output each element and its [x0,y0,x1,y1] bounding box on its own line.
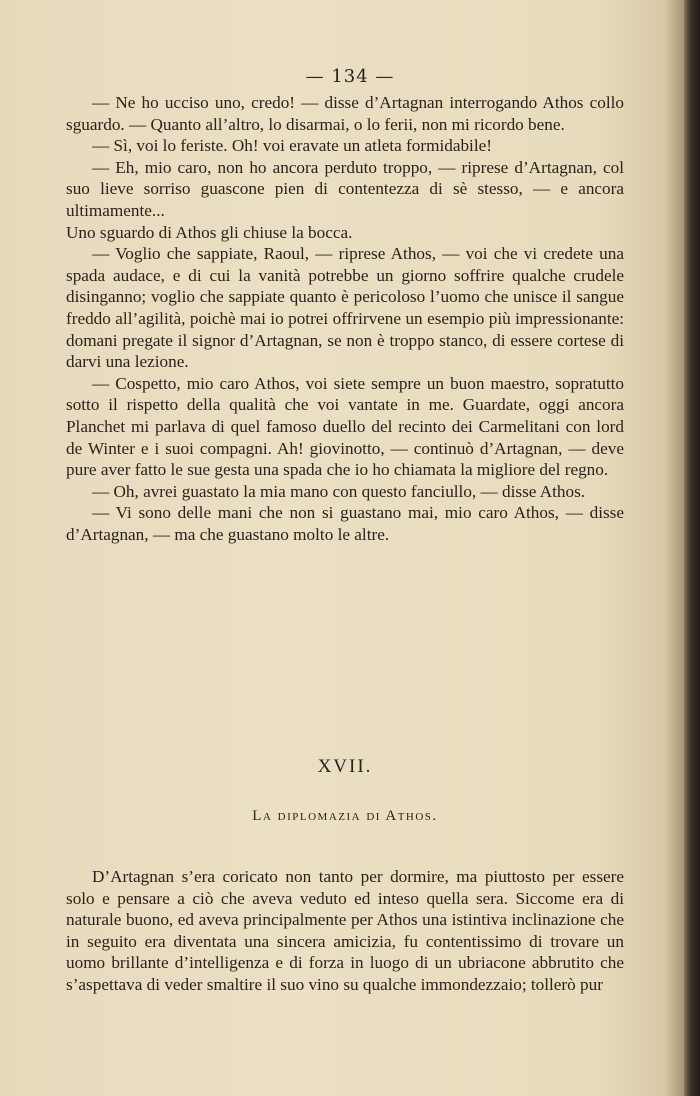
chapter-number: XVII. [317,756,373,777]
paragraph: — Ne ho ucciso uno, credo! — disse d’Artagnan interrogando Athos collo sguardo. — Quanto all’altro, lo disarmai, o lo ferii, non mi ricordo bene. [66,93,624,134]
paragraph: — Sì, voi lo feriste. Oh! voi eravate un atleta formidabile! [92,136,492,156]
paragraph: — Vi sono delle mani che non si guastano mai, mio caro Athos, — disse d’Artagnan, — ma che guastano molto le altre. [66,503,624,544]
chapter-title: La diplomazia di Athos. [252,808,438,824]
chapter-body [66,866,624,996]
dialogue-section [66,92,624,545]
book-spine [684,0,700,1096]
page-gutter-shadow [664,0,684,1096]
paragraph: — Oh, avrei guastato la mia mano con questo fanciullo, — disse Athos. [92,481,586,501]
paragraph: Uno sguardo di Athos gli chiuse la bocca. [66,222,353,242]
paragraph: D’Artagnan s’era coricato non tanto per dormire, ma piuttosto per essere solo e pensare a ciò che aveva veduto ed inteso quella sera. Siccome era di naturale buono, ed aveva principalmente per Athos una istintiva inclinazione che in seguito era diventata una sincera amicizia, fu contentissimo di trovare un uomo brillante d’intelligenza e di forza in luogo di un ubriacone abbrutito che s’aspettava di veder smaltire il suo vino su qualche immondezzaio; tollerò pur [66,867,624,994]
paragraph: — Eh, mio caro, non ho ancora perduto troppo, — riprese d’Artagnan, col suo lieve sorriso guascone pien di contentezza di sè stesso, — e ancora ultimamente... [66,157,624,220]
page-number: — 134 — [305,66,395,87]
paragraph: — Cospetto, mio caro Athos, voi siete sempre un buon maestro, sopratutto sotto il rispetto della qualità che voi vantate in me. Guardate, oggi ancora Planchet mi parlava di quel famoso duello del recinto dei Carmelitani con lord de Winter e i suoi compagni. Ah! giovinotto, — continuò d’Artagnan, — deve pure aver fatto le sue gesta una spada che io ho chiamata la migliore del regno. [66,373,624,480]
paragraph: — Voglio che sappiate, Raoul, — riprese Athos, — voi che vi credete una spada audace, e di cui la vanità potrebbe un giorno soffrire qualche crudele disinganno; voglio che sappiate quanto è pericoloso l’uomo che unisce il sangue freddo all’agilità, poichè mai io potrei offrirvene un esempio più impressionante: domani pregate il signor d’Artagnan, se non è troppo stanco, di essere cortese di darvi una lezione. [66,244,624,372]
